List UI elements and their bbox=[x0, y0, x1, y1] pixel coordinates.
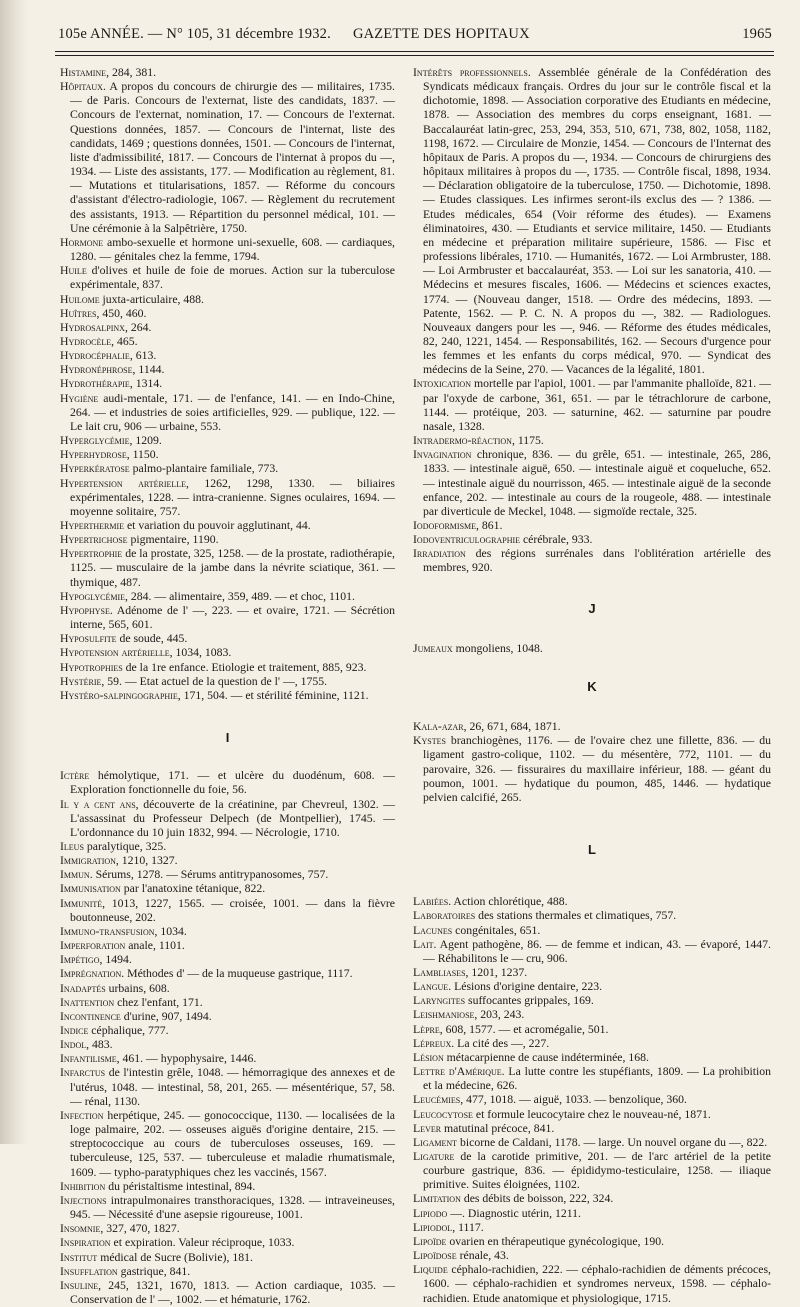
index-references: , 1117. bbox=[452, 1220, 484, 1234]
header-rule bbox=[55, 51, 774, 52]
index-references: , 483. bbox=[86, 1038, 113, 1052]
index-references: , 450, 460. bbox=[96, 306, 147, 320]
index-references: juxta-articulaire, 488. bbox=[99, 292, 204, 306]
index-references: mortelle par l'apiol, 1001. — par l'ammanite phalloïde, 821. — par l'oxyde de carbone, 361, 651. — par le tétrachlorure de carbone, 1144. — protéique, 203. — saturnine, 462. — saturnine par poudre nasale, 1328. bbox=[423, 377, 771, 433]
index-entry bbox=[60, 967, 395, 981]
index-references: suffocantes grippales, 169. bbox=[465, 994, 594, 1008]
index-entry bbox=[60, 392, 395, 434]
index-term: Ileus bbox=[60, 839, 84, 853]
index-entry bbox=[60, 1180, 395, 1194]
index-entry bbox=[60, 798, 395, 840]
index-term: Ligament bbox=[413, 1135, 458, 1149]
index-term: Kala-azar bbox=[413, 720, 464, 734]
index-entry bbox=[413, 1136, 771, 1150]
index-term: Leucocytose bbox=[413, 1107, 473, 1121]
index-references: . La lutte contre les stupéfiants, 1809. — La prohibition et la médecine, 626. bbox=[423, 1065, 771, 1093]
index-references: , 613. bbox=[129, 349, 157, 363]
index-term: Hypertrichose bbox=[60, 533, 128, 547]
index-entry bbox=[413, 1150, 771, 1192]
index-entry bbox=[413, 994, 771, 1008]
index-term: Huîtres bbox=[60, 306, 97, 320]
index-entry bbox=[413, 938, 771, 966]
index-term: Hydronéphrose bbox=[60, 363, 133, 377]
index-entry bbox=[60, 840, 395, 854]
index-references: . Méthodes d' — de la muqueuse gastrique, 1117. bbox=[121, 967, 353, 981]
index-references: des régions surrénales dans l'oblitération artérielle des membres, 920. bbox=[423, 547, 771, 575]
index-references: . Agent pathogène, 86. — de femme et indican, 43. — évaporé, 1447. — Réhabilitons le — cru, 906. bbox=[423, 937, 771, 965]
index-term: Liquide bbox=[413, 1263, 448, 1277]
index-term: Insomnie bbox=[60, 1222, 101, 1236]
index-entry bbox=[413, 1051, 771, 1065]
index-term: Lever bbox=[413, 1121, 442, 1135]
index-entry bbox=[413, 1108, 771, 1122]
index-entry bbox=[413, 1122, 771, 1136]
index-references: gastrique, 841. bbox=[117, 1264, 191, 1278]
index-entry bbox=[60, 982, 395, 996]
index-entry bbox=[413, 980, 771, 994]
index-term: Infection bbox=[60, 1108, 104, 1122]
index-term: Hormone bbox=[60, 235, 104, 249]
index-entry bbox=[60, 547, 395, 589]
index-term: Langue bbox=[413, 980, 449, 994]
index-entry bbox=[60, 632, 395, 646]
index-term: Inhibition bbox=[60, 1179, 106, 1193]
section-letter-i: I bbox=[225, 730, 230, 746]
index-term: Ligature bbox=[413, 1150, 455, 1163]
index-entry bbox=[413, 519, 771, 533]
index-entry bbox=[60, 1038, 395, 1052]
index-entry bbox=[60, 448, 395, 462]
index-entry bbox=[413, 1221, 771, 1235]
index-references: cérébrale, 933. bbox=[520, 533, 593, 547]
section-letter-k: K bbox=[587, 678, 597, 694]
index-term: Iodoformisme bbox=[413, 519, 477, 532]
index-entry bbox=[60, 349, 395, 363]
index-references: herpétique, 245. — gonococcique, 1130. — localisées de la loge palmaire, 202. — osseuses aiguës d'origine dentaire, 215. — streptococcique au cours de tuberculoses osseuses, 169. — tuberculeuse, 125, 537. — tuberculeuse et maladie rhumatismale, 1609. — typho-paratyphiques chez les vaccinés, 1567. bbox=[70, 1108, 395, 1179]
index-term: Inspiration bbox=[60, 1236, 111, 1250]
index-references: , 1494. bbox=[99, 953, 132, 967]
index-references: , 1314. bbox=[129, 377, 163, 391]
index-references: palmo-plantaire familiale, 773. bbox=[129, 462, 279, 476]
index-references: , 1144. bbox=[132, 363, 165, 377]
index-entry bbox=[60, 236, 395, 264]
index-entry bbox=[60, 434, 395, 448]
index-entry bbox=[413, 1008, 771, 1022]
index-references: mongoliens, 1048. bbox=[452, 641, 543, 655]
index-term: Jumeaux bbox=[413, 641, 453, 655]
index-references: , 461. — hypophysaire, 1446. bbox=[116, 1052, 257, 1066]
header-rule-thin bbox=[55, 55, 774, 56]
index-term: Immun bbox=[60, 868, 90, 882]
index-references: , 264. bbox=[124, 320, 152, 334]
index-entry bbox=[60, 264, 395, 292]
index-entry bbox=[413, 1065, 771, 1093]
index-entry bbox=[413, 895, 771, 909]
index-term: Hyperkératose bbox=[60, 462, 130, 476]
index-entry bbox=[413, 533, 771, 547]
index-term: Intradermo-réaction bbox=[413, 434, 512, 448]
index-references: ambo-sexuelle et hormone uni-sexuelle, 608. — cardiaques, 1280. — génitales chez la femme, 1794. bbox=[70, 235, 395, 264]
index-term: Infarctus bbox=[60, 1066, 106, 1080]
index-references: rénale, 43. bbox=[456, 1249, 509, 1263]
index-entry bbox=[60, 321, 395, 335]
index-references: , 1209. bbox=[129, 434, 162, 448]
index-references: , 1262, 1298, 1330. — biliaires expérimentales, 1228. — intra-cranienne. Signes oculaires, 1694. — moyenne solitaire, 757. bbox=[70, 476, 395, 518]
left-column bbox=[60, 66, 395, 1307]
index-term: Histamine bbox=[60, 66, 107, 79]
index-references: , 284, 381. bbox=[106, 66, 157, 79]
index-references: , 245, 1321, 1670, 1813. — Action cardiaque, 1035. — Conservation de l' —, 1002. — et hématurie, 1762. bbox=[70, 1278, 395, 1306]
index-term: Hygiène bbox=[60, 391, 99, 405]
index-term: Lait bbox=[413, 937, 434, 951]
index-references: , 1210, 1327. bbox=[115, 854, 178, 868]
index-references: de la 1re enfance. Etiologie et traitement, 885, 923. bbox=[122, 660, 367, 674]
index-references: , découverte de la créatinine, par Chevreul, 1302. — L'assassinat du Professeur Delpech (de Montpellier), 1745. — L'ordonnance du 10 juin 1832, 994. — Nécrologie, 1710. bbox=[70, 797, 396, 839]
index-term: Immuno-transfusion bbox=[60, 924, 155, 938]
index-references: d'olives et huile de foie de morues. Action sur la tuberculose expérimentale, 837. bbox=[70, 264, 395, 292]
section-letter-l: L bbox=[588, 842, 596, 858]
index-entry bbox=[60, 1109, 395, 1180]
index-entry bbox=[60, 80, 395, 236]
index-term: Hypertrophie bbox=[60, 547, 123, 561]
index-entry bbox=[413, 1235, 771, 1249]
index-term: Injections bbox=[60, 1193, 107, 1207]
index-entry bbox=[60, 335, 395, 349]
index-references: hémolytique, 171. — et ulcère du duodénum, 608. — Exploration fonctionnelle du foie, 56. bbox=[70, 769, 395, 797]
index-term: Lésion bbox=[413, 1050, 444, 1064]
index-term: Lipiodo bbox=[413, 1206, 448, 1220]
index-entry bbox=[60, 293, 395, 307]
index-entry bbox=[60, 533, 395, 547]
index-references: —. Diagnostic utérin, 1211. bbox=[447, 1206, 581, 1220]
index-term: Immigration bbox=[60, 854, 116, 868]
index-references: urbains, 608. bbox=[105, 981, 170, 995]
index-entry bbox=[60, 1236, 395, 1250]
index-term: Hyperglycémie bbox=[60, 434, 130, 448]
index-references: , 26, 671, 684, 1871. bbox=[463, 720, 561, 734]
index-entry bbox=[60, 1265, 395, 1279]
index-references: paralytique, 325. bbox=[83, 839, 167, 853]
index-term: Inattention bbox=[60, 995, 115, 1009]
index-references: . A propos du concours de chirurgie des — militaires, 1735. — de Paris. Concours de l'externat, liste des candidats, 1837. — Concours de l'externat, nomination, 17. — Concours de l'externat. Questions données, 1857. — Concours de l'internat, liste des candidats, 1469 ; questions données, 1501. — Concours de l'internat, liste d'admissibilité, 1817. — Concours de l'internat à propos du —, 1934. — Liste des assistants, 177. — Modification au règlement, 81. — Mutations et titularisations, 1857. — Réforme du concours d'assistant d'électro-radiologie, 1067. — Règlement du recrutement des assistants, 1913. — Répartition du personnel médical, 101. — Une cérémonie à la Salpêtrière, 1750. bbox=[70, 80, 395, 235]
index-entry bbox=[60, 1010, 395, 1024]
index-entry bbox=[60, 996, 395, 1010]
index-term: Hydrosalpinx bbox=[60, 320, 125, 334]
index-entry bbox=[60, 953, 395, 967]
index-term: Limitation bbox=[413, 1192, 461, 1206]
index-entry bbox=[413, 448, 771, 519]
index-entry bbox=[60, 661, 395, 675]
index-entry bbox=[60, 1279, 395, 1307]
index-entry bbox=[413, 377, 771, 434]
index-references: par l'anatoxine tétanique, 822. bbox=[120, 882, 266, 896]
index-entry bbox=[413, 434, 771, 448]
index-references: , 59. — Etat actuel de la question de l' —, 1755. bbox=[101, 674, 328, 688]
index-term: Hôpitaux bbox=[60, 80, 103, 94]
index-term: Leucémies bbox=[413, 1093, 461, 1107]
index-entry bbox=[60, 1194, 395, 1222]
index-term: Huile bbox=[60, 264, 87, 278]
index-term: Hydrocéphalie bbox=[60, 349, 130, 363]
journal-title: GAZETTE DES HOPITAUX bbox=[352, 26, 530, 42]
index-entry bbox=[413, 66, 771, 377]
index-references: et formule leucocytaire chez le nouveau-né, 1871. bbox=[472, 1107, 711, 1121]
index-entry bbox=[60, 604, 395, 632]
index-term: Hystéro-salpingographie bbox=[60, 688, 178, 702]
index-entry bbox=[60, 477, 395, 519]
index-entry bbox=[60, 646, 395, 660]
index-references: , 284. — alimentaire, 359, 489. — et choc, 1101. bbox=[125, 589, 355, 603]
index-references: audi-mentale, 171. — de l'enfance, 141. — en Indo-Chine, 264. — et industries de soies artificielles, 929. — publique, 122. — Le lait cru, 906 — urbaine, 553. bbox=[70, 391, 395, 433]
index-entry bbox=[60, 769, 395, 797]
index-entry bbox=[60, 363, 395, 377]
index-term: Immunité bbox=[60, 896, 103, 910]
index-references: de la carotide primitive, 201. — de l'arc artériel de la petite courbure gastrique, 836. — épididymo-testiculaire, 1258. — iliaque primitive. Suites éloignées, 1102. bbox=[423, 1150, 771, 1192]
index-term: Indice bbox=[60, 1024, 89, 1037]
index-references: , 1175. bbox=[511, 434, 544, 448]
index-references: chez l'enfant, 171. bbox=[114, 995, 203, 1009]
index-term: Lipiodol bbox=[413, 1220, 453, 1234]
index-entry bbox=[60, 1052, 395, 1066]
index-references: . Action chlorétique, 488. bbox=[448, 895, 568, 909]
index-references: , 1013, 1227, 1565. — croisée, 1001. — dans la fièvre boutonneuse, 202. bbox=[70, 896, 395, 924]
index-term: Hydrothérapie bbox=[60, 377, 130, 391]
index-term: Lépreux bbox=[413, 1036, 452, 1050]
index-entry bbox=[60, 675, 395, 689]
index-term: Hyperthermie bbox=[60, 519, 125, 532]
index-entry bbox=[60, 519, 395, 533]
right-entries-l bbox=[413, 895, 771, 1306]
index-entry bbox=[413, 924, 771, 938]
index-term: Invagination bbox=[413, 448, 472, 462]
index-references: , 465. bbox=[111, 334, 138, 348]
index-term: Incontinence bbox=[60, 1009, 121, 1023]
index-references: et variation du pouvoir agglutinant, 44. bbox=[124, 519, 311, 532]
index-term: Ictère bbox=[60, 769, 90, 783]
index-entry bbox=[60, 689, 395, 703]
index-references: , 1034, 1083. bbox=[169, 646, 232, 660]
index-entry bbox=[60, 939, 395, 953]
index-term: Hyposulfite bbox=[60, 632, 117, 646]
index-references: de soude, 445. bbox=[116, 632, 188, 646]
issue-info: 105e ANNÉE. — N° 105, 31 décembre 1932. bbox=[58, 26, 331, 42]
index-term: Hypotension artérielle bbox=[60, 646, 170, 660]
index-term: Leishmaniose bbox=[413, 1008, 475, 1022]
index-term: Imprégnation bbox=[60, 967, 122, 981]
index-entry bbox=[413, 1249, 771, 1263]
page-edge-shadow bbox=[0, 0, 28, 1144]
index-term: Hydrocèle bbox=[60, 334, 112, 348]
index-term: Laryngites bbox=[413, 994, 466, 1008]
index-references: bicorne de Caldani, 1178. — large. Un nouvel organe du —, 822. bbox=[457, 1135, 768, 1149]
index-references: . La cité des —, 227. bbox=[451, 1036, 550, 1050]
index-entry bbox=[60, 882, 395, 896]
index-references: congénitales, 651. bbox=[452, 923, 541, 937]
index-references: des stations thermales et climatiques, 757. bbox=[475, 909, 677, 923]
index-term: Hypoglycémie bbox=[60, 589, 126, 603]
index-references: chronique, 836. — du grêle, 651. — intestinale, 265, 286, 1833. — intestinale aiguë, 650. — intestinale aiguë et coqueluche, 652. — intestinale aiguë du nourrisson, 465. — intestinale aiguë de la seconde enfance, 202. — intestinale au cours de la rougeole, 488. — intestinale par diverticule de Meckel, 1048. — sigmoïde rectale, 325. bbox=[423, 448, 771, 518]
right-column bbox=[413, 66, 771, 1306]
index-references: métacarpienne de cause indéterminée, 168. bbox=[443, 1050, 649, 1064]
index-term: Insufflation bbox=[60, 1264, 118, 1278]
index-entry bbox=[60, 1251, 395, 1265]
index-entry bbox=[413, 547, 771, 575]
index-entry bbox=[60, 462, 395, 476]
index-references: céphalo-rachidien, 222. — céphalo-rachidien de déments précoces, 1600. — céphalo-rachidien et syndromes nerveux, 1598. — céphalo-rachidien. Etude anatomique et physiologique, 1715. bbox=[423, 1263, 771, 1305]
index-references: céphalique, 777. bbox=[88, 1024, 169, 1037]
index-entry bbox=[413, 1093, 771, 1107]
page-number: 1965 bbox=[742, 26, 772, 42]
index-entry bbox=[60, 854, 395, 868]
index-references: d'urine, 907, 1494. bbox=[120, 1009, 212, 1023]
index-term: Lipoïde bbox=[413, 1234, 447, 1248]
index-references: pigmentaire, 1190. bbox=[127, 533, 219, 547]
index-references: , 1201, 1237. bbox=[465, 965, 528, 979]
index-entry bbox=[60, 1066, 395, 1108]
index-entry bbox=[413, 1037, 771, 1051]
index-term: Institut bbox=[60, 1250, 98, 1264]
index-references: branchiogènes, 1176. — de l'ovaire chez une fillette, 836. — du ligament gastro-colique, 1102. — du mésentère, 772, 1101. — du parovaire, 326. — fissuraires du maxillaire inférieur, 188. — géant du poumon, 1001. — hydatique du poumon, 485, 1446. — hydatique pelvien calcifié, 265. bbox=[423, 734, 771, 804]
index-references: , 477, 1018. — aiguë, 1033. — benzolique, 360. bbox=[460, 1093, 687, 1107]
index-entry bbox=[413, 642, 771, 656]
right-entries-j bbox=[413, 642, 771, 656]
index-entry bbox=[413, 1263, 771, 1305]
index-references: , 203, 243. bbox=[474, 1008, 525, 1022]
index-term: Immunisation bbox=[60, 882, 121, 896]
index-term: Hypotrophies bbox=[60, 660, 123, 674]
left-entries-h bbox=[60, 66, 395, 703]
index-references: . Adénome de l' —, 223. — et ovaire, 1721. — Sécrétion interne, 565, 601. bbox=[70, 603, 395, 632]
index-entry bbox=[413, 734, 771, 805]
index-term: Lambliases bbox=[413, 965, 466, 979]
index-entry bbox=[60, 590, 395, 604]
index-term: Infantilisme bbox=[60, 1052, 117, 1066]
index-term: Impétigo bbox=[60, 953, 100, 967]
index-term: Hypertension artérielle bbox=[60, 476, 187, 490]
right-entries-i bbox=[413, 66, 771, 576]
index-entry bbox=[413, 909, 771, 923]
index-entry bbox=[60, 1222, 395, 1236]
index-references: , 1034. bbox=[154, 924, 187, 938]
index-references: anale, 1101. bbox=[125, 939, 185, 953]
index-entry bbox=[60, 307, 395, 321]
index-entry bbox=[60, 897, 395, 925]
index-references: , 1150. bbox=[126, 448, 159, 462]
index-references: , 327, 470, 1827. bbox=[100, 1222, 180, 1236]
index-entry bbox=[413, 720, 771, 734]
index-term: Hyperhydrose bbox=[60, 448, 127, 462]
index-references: médical de Sucre (Bolivie), 181. bbox=[97, 1250, 253, 1264]
index-term: Lettre d'Amérique bbox=[413, 1065, 502, 1079]
index-entry bbox=[60, 868, 395, 882]
running-header bbox=[58, 26, 772, 48]
right-entries-k bbox=[413, 720, 771, 805]
index-entry bbox=[413, 966, 771, 980]
index-references: des débits de boisson, 222, 324. bbox=[460, 1192, 614, 1206]
index-term: Imperforation bbox=[60, 939, 126, 953]
index-references: . Assemblée générale de la Confédération des Syndicats médicaux français. Ordres du jour sur le contrôle fiscal et la dichotomie, 1898. — Association corporative des Etudiants en médecine, 1878. — Association des membres du corps enseignant, 1681. — Baccalauréat latin-grec, 253, 294, 353, 510, 671, 738, 802, 1058, 1182, 1198, 1672. — Circulaire de Monzie, 1454. — Concours de l'Internat des hôpitaux de Paris. A propos du —, 1934. — Concours de chirurgiens des hôpitaux militaires à propos du —, 1735. — Contrôle fiscal, 1898, 1934. — Déclaration obligatoire de la tuberculose, 1750. — Dichotomie, 1898. — Etudes classiques. Les infirmes seront-ils exclus des — ? 1386. — Etudes médicales, 654 (Voir réforme des études). — Examens éliminatoires, 430. — Etudiants et service militaire, 1450. — Etudiants en médecine et préparation militaire supérieure, 1586. — Fisc et professions libérales, 1710. — Humanités, 1672. — Loi Armbruster, 188. — Loi Armbruster et baccalauréat, 353. — Loi sur les sanatoria, 410. — Médecins et mesures fiscales, 1606. — Médecins et sciences exactes, 1774. — (Nouveau danger, 1518. — Ordre des médecins, 1893. — Patente, 1562. — P. C. N. A propos du —, 382. — Radiologues. Nouveaux dangers pour les —, 946. — Réforme des études médicales, 82, 240, 1221, 1454. — Responsabilités, 162. — Secours d'urgence pour les femmes et les enfants du corps médical, 970. — Syndicat des médecins de la Seine, 270. — Vacances de la légalité, 1801. bbox=[423, 66, 772, 377]
index-term: Il y a cent ans bbox=[60, 797, 136, 811]
index-term: Inadaptés bbox=[60, 981, 106, 995]
index-references: du péristaltisme intestinal, 894. bbox=[105, 1179, 256, 1193]
index-entry bbox=[413, 1192, 771, 1206]
index-term: Iodoventriculographie bbox=[413, 533, 521, 547]
index-term: Huilome bbox=[60, 292, 100, 306]
index-entry bbox=[413, 1023, 771, 1037]
index-references: . Sérums, 1278. — Sérums antitrypanosomes, 757. bbox=[89, 868, 329, 882]
index-term: Labiées bbox=[413, 895, 449, 909]
index-references: , 608, 1577. — et acromégalie, 501. bbox=[439, 1022, 609, 1036]
index-references: , 861. bbox=[476, 519, 503, 532]
index-term: Kystes bbox=[413, 734, 446, 748]
index-references: . Lésions d'origine dentaire, 223. bbox=[448, 980, 603, 994]
index-term: Laboratoires bbox=[413, 909, 476, 923]
index-references: , 171, 504. — et stérilité féminine, 1121. bbox=[177, 688, 369, 702]
index-term: Hypophyse bbox=[60, 603, 110, 617]
index-entry bbox=[60, 1024, 395, 1038]
index-entry bbox=[413, 1207, 771, 1221]
index-references: et expiration. Valeur réciproque, 1033. bbox=[110, 1236, 295, 1250]
index-references: de l'intestin grêle, 1048. — hémorragique des annexes et de l'utérus, 1048. — intestinal, 58, 201, 265. — mésentérique, 57, 58. — rénal, 1130. bbox=[70, 1066, 395, 1108]
index-references: intrapulmonaires transthoraciques, 1328. — intraveineuses, 945. — Nécessité d'une asepsie rigoureuse, 1001. bbox=[70, 1193, 395, 1222]
section-letter-j: J bbox=[588, 600, 596, 616]
left-entries-i bbox=[60, 769, 395, 1307]
index-entry bbox=[60, 66, 395, 80]
index-term: Irradiation bbox=[413, 547, 466, 561]
index-term: Indol bbox=[60, 1038, 87, 1052]
index-references: matutinal précoce, 841. bbox=[441, 1121, 555, 1135]
index-term: Lacunes bbox=[413, 923, 453, 937]
index-term: Insuline bbox=[60, 1278, 99, 1292]
index-term: Intérêts professionnels bbox=[413, 66, 528, 79]
index-term: Hystérie bbox=[60, 674, 102, 688]
index-references: de la prostate, 325, 1258. — de la prostate, radiothérapie, 1125. — musculaire de la jambe dans la névrite sciatique, 361. — thymique, 487. bbox=[70, 547, 395, 589]
index-term: Lipoïdose bbox=[413, 1249, 457, 1263]
index-term: Intoxication bbox=[413, 377, 471, 391]
index-entry bbox=[60, 377, 395, 391]
index-term: Lèpre bbox=[413, 1022, 440, 1036]
index-entry bbox=[60, 925, 395, 939]
index-references: ovarien en thérapeutique gynécologique, 190. bbox=[446, 1234, 665, 1248]
